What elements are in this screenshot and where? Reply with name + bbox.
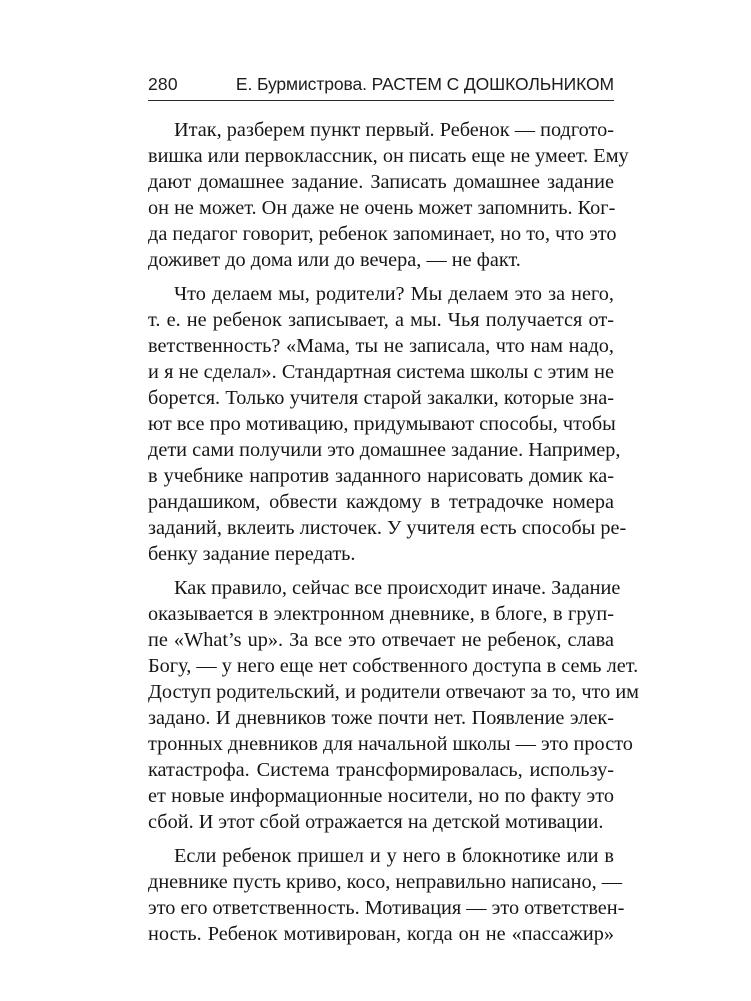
text-line: дети сами получили это домашнее задание. Например,: [148, 439, 621, 461]
text-line: Богу, — у него еще нет собственного доступа в семь лет.: [148, 655, 639, 677]
running-title: Е. Бурмистрова. РАСТЕМ С ДОШКОЛЬНИКОМ: [235, 74, 614, 94]
page-header: [148, 74, 614, 98]
text-line: это его ответственность. Мотивация — это ответствен-: [148, 897, 625, 919]
text-line: дают домашнее задание. Записать домашнее задание: [148, 171, 614, 193]
text-line: катастрофа. Система трансформировалась, использу-: [148, 759, 614, 781]
text-line: ветственность? «Мама, ты не записала, что нам надо,: [148, 335, 614, 357]
text-line: вишка или первоклассник, он писать еще не умеет. Ему: [148, 145, 629, 167]
text-line: тронных дневников для начальной школы — это просто: [148, 733, 633, 755]
text-line: бенку задание передать.: [148, 543, 356, 565]
text-line: Что делаем мы, родители? Мы делаем это за него,: [174, 283, 614, 305]
paragraph: [148, 281, 627, 567]
text-line: ность. Ребенок мотивирован, когда он не «пассажир»: [148, 923, 614, 945]
body-text: [148, 117, 640, 955]
text-line: рандашиком, обвести каждому в тетрадочке номера: [148, 491, 614, 513]
text-line: Итак, разберем пункт первый. Ребенок — подгото-: [174, 119, 614, 141]
paragraph: [148, 117, 629, 273]
text-line: оказывается в электронном дневнике, в блоге, в груп-: [148, 603, 614, 625]
text-line: борется. Только учителя старой закалки, которые зна-: [148, 387, 614, 409]
text-line: дневнике пусть криво, косо, неправильно написано, —: [148, 871, 623, 893]
text-line: Как правило, сейчас все происходит иначе. Задание: [174, 577, 621, 599]
text-line: задано. И дневников тоже почти нет. Появление элек-: [148, 707, 614, 729]
paragraph: [148, 575, 640, 835]
text-line: доживет до дома или до вечера, — не факт.: [148, 249, 521, 271]
text-line: ет новые информационные носители, но по факту это: [148, 785, 614, 807]
text-line: Если ребенок пришел и у него в блокнотике или в: [174, 845, 614, 867]
paragraph: [148, 843, 625, 947]
text-line: пе «What’s up». За все это отвечает не ребенок, слава: [148, 629, 614, 651]
page-number: 280: [148, 74, 178, 94]
text-line: он не может. Он даже не очень может запомнить. Ког-: [148, 197, 616, 219]
text-line: ют все про мотивацию, придумывают способы, чтобы: [148, 413, 616, 435]
text-line: да педагог говорит, ребенок запоминает, но то, что это: [148, 223, 617, 245]
text-line: т. е. не ребенок записывает, а мы. Чья получается от-: [148, 309, 614, 331]
text-line: в учебнике напротив заданного нарисовать домик ка-: [148, 465, 614, 487]
text-line: Доступ родительский, и родители отвечают за то, что им: [148, 681, 640, 703]
header-rule: [148, 100, 614, 101]
text-line: заданий, вклеить листочек. У учителя есть способы ре-: [148, 517, 627, 539]
text-line: и я не сделал». Стандартная система школы с этим не: [148, 361, 614, 383]
text-line: сбой. И этот сбой отражается на детской мотивации.: [148, 811, 604, 833]
